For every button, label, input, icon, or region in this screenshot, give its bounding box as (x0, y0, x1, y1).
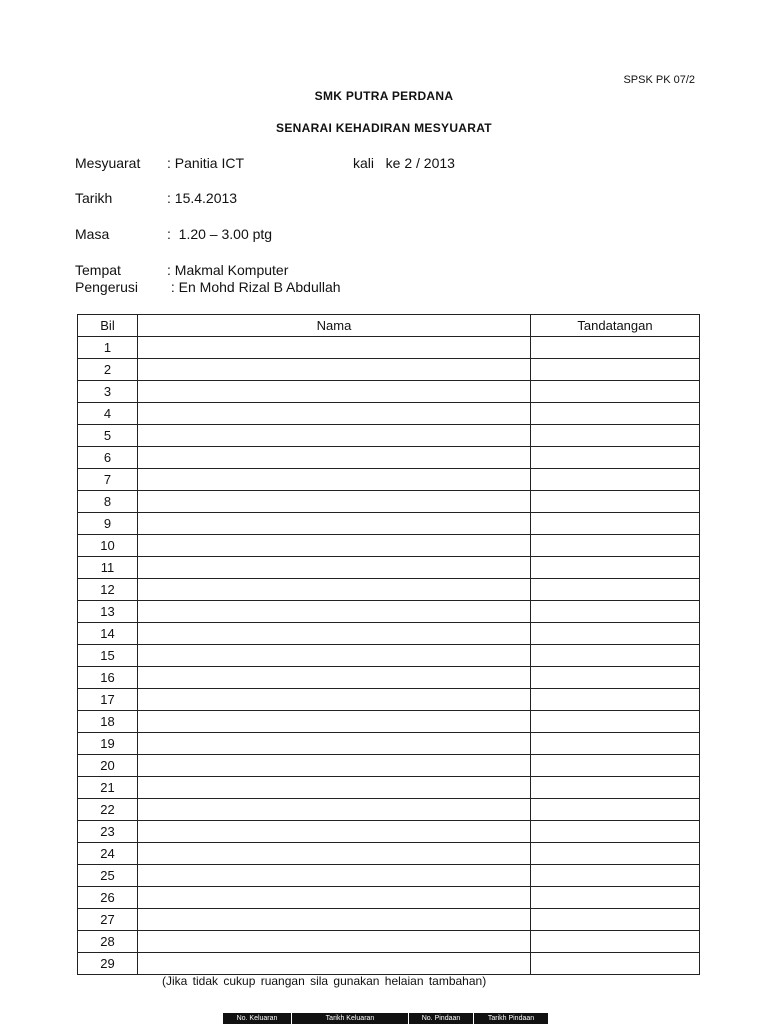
name-cell[interactable] (138, 755, 531, 777)
row-number: 23 (78, 821, 138, 843)
signature-cell[interactable] (531, 337, 700, 359)
name-cell[interactable] (138, 953, 531, 975)
table-row (78, 601, 700, 623)
name-cell[interactable] (138, 535, 531, 557)
row-number: 28 (78, 931, 138, 953)
table-row (78, 953, 700, 975)
name-cell[interactable] (138, 557, 531, 579)
signature-cell[interactable] (531, 909, 700, 931)
school-name: SMK PUTRA PERDANA (314, 89, 454, 103)
signature-cell[interactable] (531, 359, 700, 381)
name-cell[interactable] (138, 337, 531, 359)
table-header-row (78, 315, 700, 337)
table-row (78, 535, 700, 557)
signature-cell[interactable] (531, 755, 700, 777)
document-footer (223, 1013, 549, 1024)
name-cell[interactable] (138, 799, 531, 821)
name-cell[interactable] (138, 579, 531, 601)
row-number: 21 (78, 777, 138, 799)
table-row (78, 579, 700, 601)
signature-cell[interactable] (531, 381, 700, 403)
table-row (78, 425, 700, 447)
name-cell[interactable] (138, 403, 531, 425)
signature-cell[interactable] (531, 689, 700, 711)
date-label: Tarikh (75, 190, 113, 206)
row-number: 18 (78, 711, 138, 733)
meeting-count: kali ke 2 / 2013 (353, 155, 455, 171)
footer-no-pindaan: No. Pindaan (409, 1013, 474, 1024)
attendance-table (77, 314, 700, 975)
table-row (78, 403, 700, 425)
signature-cell[interactable] (531, 513, 700, 535)
table-row (78, 887, 700, 909)
signature-cell[interactable] (531, 535, 700, 557)
name-cell[interactable] (138, 711, 531, 733)
signature-cell[interactable] (531, 865, 700, 887)
row-number: 16 (78, 667, 138, 689)
signature-cell[interactable] (531, 777, 700, 799)
footer-no-keluaran: No. Keluaran (223, 1013, 292, 1024)
name-cell[interactable] (138, 425, 531, 447)
name-cell[interactable] (138, 931, 531, 953)
row-number: 19 (78, 733, 138, 755)
row-number: 10 (78, 535, 138, 557)
table-row (78, 755, 700, 777)
table-row (78, 469, 700, 491)
chair-value: : En Mohd Rizal B Abdullah (167, 279, 341, 295)
name-cell[interactable] (138, 689, 531, 711)
name-cell[interactable] (138, 887, 531, 909)
table-row (78, 931, 700, 953)
name-cell[interactable] (138, 623, 531, 645)
signature-cell[interactable] (531, 403, 700, 425)
name-cell[interactable] (138, 909, 531, 931)
row-number: 9 (78, 513, 138, 535)
row-number: 1 (78, 337, 138, 359)
row-number: 6 (78, 447, 138, 469)
signature-cell[interactable] (531, 491, 700, 513)
header-bil: Bil (78, 315, 138, 337)
name-cell[interactable] (138, 777, 531, 799)
name-cell[interactable] (138, 843, 531, 865)
row-number: 2 (78, 359, 138, 381)
footnote: (Jika tidak cukup ruangan sila gunakan helaian tambahan) (162, 974, 487, 988)
meeting-label: Mesyuarat (75, 155, 141, 171)
table-row (78, 777, 700, 799)
name-cell[interactable] (138, 601, 531, 623)
table-row (78, 381, 700, 403)
row-number: 12 (78, 579, 138, 601)
signature-cell[interactable] (531, 601, 700, 623)
date-value: : 15.4.2013 (167, 190, 238, 206)
meeting-value: : Panitia ICT (167, 155, 245, 171)
venue-value: : Makmal Komputer (167, 262, 289, 278)
time-label: Masa (75, 226, 110, 242)
signature-cell[interactable] (531, 733, 700, 755)
time-value: : 1.20 – 3.00 ptg (167, 226, 273, 242)
table-row (78, 623, 700, 645)
row-number: 24 (78, 843, 138, 865)
venue-label: Tempat (75, 262, 121, 278)
name-cell[interactable] (138, 513, 531, 535)
signature-cell[interactable] (531, 579, 700, 601)
signature-cell[interactable] (531, 623, 700, 645)
footer-tarikh-keluaran: Tarikh Keluaran (292, 1013, 409, 1024)
signature-cell[interactable] (531, 799, 700, 821)
table-row (78, 447, 700, 469)
signature-cell[interactable] (531, 469, 700, 491)
name-cell[interactable] (138, 447, 531, 469)
row-number: 25 (78, 865, 138, 887)
table-row (78, 799, 700, 821)
row-number: 7 (78, 469, 138, 491)
table-row (78, 337, 700, 359)
name-cell[interactable] (138, 359, 531, 381)
row-number: 20 (78, 755, 138, 777)
row-number: 13 (78, 601, 138, 623)
table-row (78, 843, 700, 865)
document-code: SPSK PK 07/2 (623, 74, 695, 86)
row-number: 14 (78, 623, 138, 645)
table-row (78, 733, 700, 755)
signature-cell[interactable] (531, 843, 700, 865)
footer-tarikh-pindaan: Tarikh Pindaan (474, 1013, 549, 1024)
name-cell[interactable] (138, 645, 531, 667)
signature-cell[interactable] (531, 711, 700, 733)
table-row (78, 513, 700, 535)
name-cell[interactable] (138, 381, 531, 403)
table-row (78, 865, 700, 887)
signature-cell[interactable] (531, 887, 700, 909)
table-row (78, 689, 700, 711)
name-cell[interactable] (138, 491, 531, 513)
row-number: 3 (78, 381, 138, 403)
table-row (78, 667, 700, 689)
signature-cell[interactable] (531, 821, 700, 843)
table-row (78, 821, 700, 843)
table-row (78, 359, 700, 381)
signature-cell[interactable] (531, 645, 700, 667)
row-number: 27 (78, 909, 138, 931)
name-cell[interactable] (138, 865, 531, 887)
name-cell[interactable] (138, 667, 531, 689)
name-cell[interactable] (138, 821, 531, 843)
signature-cell[interactable] (531, 447, 700, 469)
table-row (78, 909, 700, 931)
row-number: 17 (78, 689, 138, 711)
document-title: SENARAI KEHADIRAN MESYUARAT (276, 121, 492, 135)
signature-cell[interactable] (531, 425, 700, 447)
signature-cell[interactable] (531, 667, 700, 689)
table-row (78, 557, 700, 579)
chair-label: Pengerusi (75, 279, 139, 295)
row-number: 29 (78, 953, 138, 975)
table-row (78, 711, 700, 733)
name-cell[interactable] (138, 469, 531, 491)
signature-cell[interactable] (531, 931, 700, 953)
signature-cell[interactable] (531, 557, 700, 579)
table-row (78, 645, 700, 667)
name-cell[interactable] (138, 733, 531, 755)
row-number: 11 (78, 557, 138, 579)
header-tandatangan: Tandatangan (531, 315, 700, 337)
table-row (78, 491, 700, 513)
signature-cell[interactable] (531, 953, 700, 975)
row-number: 15 (78, 645, 138, 667)
header-nama: Nama (138, 315, 531, 337)
row-number: 26 (78, 887, 138, 909)
row-number: 4 (78, 403, 138, 425)
row-number: 8 (78, 491, 138, 513)
row-number: 5 (78, 425, 138, 447)
row-number: 22 (78, 799, 138, 821)
